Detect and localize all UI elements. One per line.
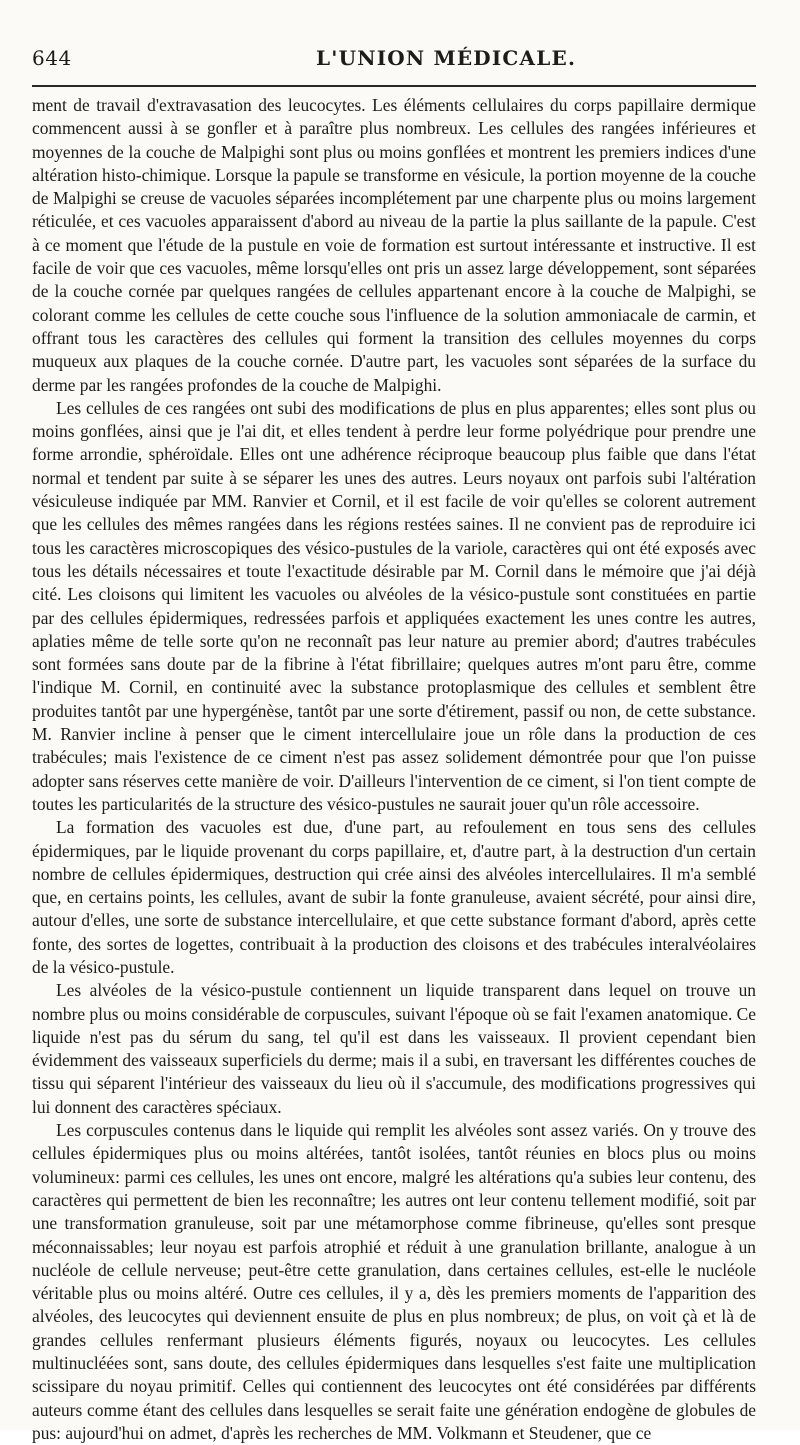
paragraph-5: Les corpuscules contenus dans le liquide qui remplit les alvéoles sont assez variés. On y trouve des cellules épidermiques plus ou moins altérées, tantôt isolées, tantôt réunies en blocs plus ou moins volumineux: parmi ces cellules, les unes ont encore, malgré les altérations qu'a subies leur contenu, des caractères qui permettent de bien les reconnaître; les autres ont leur contenu tellement modifié, soit par une transformation granuleuse, soit par une métamorphose comme fibrineuse, qu'elles sont presque méconnaissables; leur noyau est parfois atrophié et réduit à une granulation brillante, analogue à un nucléole de cellule nerveuse; peut-être cette granulation, dans certaines cellules, est-elle le nucléole véritable plus ou moins altéré. Outre ces cellules, il y a, dès les premiers moments de l'apparition des alvéoles, des leucocytes qui deviennent ensuite de plus en plus nombreux; de plus, on voit çà et là de grandes cellules renfermant plusieurs éléments figurés, noyaux ou leucocytes. Les cellules multinucléées sont, sans doute, des cellules épidermiques dans lesquelles s'est faite une multiplication scissipare du noyau primitif. Celles qui contiennent des leucocytes ont été considérées par différents auteurs comme étant des cellules dans lesquelles se serait faite une génération endogène de globules de pus: aujourd'hui on admet, d'après les recherches de MM. Volkmann et Steudener, que ce bbox=[32, 1120, 756, 1443]
paragraph-1: ment de travail d'extravasation des leucocytes. Les éléments cellulaires du corps papillaire dermique commencent aussi à se gonfler et à paraître plus nombreux. Les cellules des rangées inférieures et moyennes de la couche de Malpighi sont plus ou moins gonflées et montrent les premiers indices d'une altération histo-chimique. Lorsque la papule se transforme en vésicule, la portion moyenne de la couche de Malpighi se creuse de vacuoles séparées incomplétement par une charpente plus ou moins largement réticulée, et ces vacuoles apparaissent d'abord au niveau de la partie la plus saillante de la papule. C'est à ce moment que l'étude de la pustule en voie de formation est surtout intéressante et instructive. Il est facile de voir que ces vacuoles, même lorsqu'elles ont pris un assez large développement, sont séparées de la couche cornée par quelques rangées de cellules appartenant encore à la couche de Malpighi, se colorant comme les cellules de cette couche sous l'influence de la solution ammoniacale de carmin, et offrant tous les caractères des cellules qui forment la transition des cellules moyennes du corps muqueux aux plaques de la couche cornée. D'autre part, les vacuoles sont séparées de la surface du derme par les rangées profondes de la couche de Malpighi. bbox=[32, 95, 756, 395]
paragraph-2: Les cellules de ces rangées ont subi des modifications de plus en plus apparentes; elles sont plus ou moins gonflées, ainsi que je l'ai dit, et elles tendent à perdre leur forme polyédrique pour prendre une forme arrondie, sphéroïdale. Elles ont une adhérence réciproque beaucoup plus faible que dans l'état normal et tendent par suite à se séparer les unes des autres. Leurs noyaux ont parfois subi l'altération vésiculeuse indiquée par MM. Ranvier et Cornil, et il est facile de voir qu'elles se colorent autrement que les cellules des mêmes rangées dans les régions restées saines. Il ne convient pas de reproduire ici tous les caractères microscopiques des vésico-pustules de la variole, caractères qui ont été exposés avec tous les détails nécessaires et toute l'exactitude désirable par M. Cornil dans le mémoire que j'ai déjà cité. Les cloisons qui limitent les vacuoles ou alvéoles de la vésico-pustule sont constituées en partie par des cellules épidermiques, redressées parfois et appliquées exactement les unes contre les autres, aplaties même de telle sorte qu'on ne reconnaît pas leur nature au premier abord; d'autres trabécules sont formées sans doute par de la fibrine à l'état fibrillaire; quelques autres m'ont paru être, comme l'indique M. Cornil, en continuité avec la substance protoplasmique des cellules et semblent être produites tantôt par une hypergénèse, tantôt par une sorte d'étirement, passif ou non, de cette substance. M. Ranvier incline à penser que le ciment intercellulaire joue un rôle dans la production de ces trabécules; mais l'existence de ce ciment n'est pas assez solidement démontrée pour que l'on puisse adopter sans réserves cette manière de voir. D'ailleurs l'intervention de ce ciment, si l'on tient compte de toutes les particularités de la structure des vésico-pustules ne saurait jouer qu'un rôle accessoire. bbox=[32, 397, 756, 814]
article-body bbox=[32, 94, 756, 1445]
paragraph-4: Les alvéoles de la vésico-pustule contiennent un liquide transparent dans lequel on trouve un nombre plus ou moins considérable de corpuscules, suivant l'époque où se fait l'examen anatomique. Ce liquide n'est pas du sérum du sang, tel qu'il est dans les vaisseaux. Il provient cependant bien évidemment des vaisseaux superficiels du derme; mais il a subi, en traversant les différentes couches de tissu qui séparent l'intérieur des vaisseaux du lieu où il s'accumule, des modifications progressives qui lui donnent des caractères spéciaux. bbox=[32, 980, 756, 1117]
page-header bbox=[32, 44, 762, 74]
running-title: L'UNION MÉDICALE. bbox=[316, 46, 577, 70]
paragraph-3: La formation des vacuoles est due, d'une part, au refoulement en tous sens des cellules épidermiques, par le liquide provenant du corps papillaire, et, d'autre part, à la destruction d'un certain nombre de cellules épidermiques, destruction qui crée ainsi des alvéoles intercellulaires. Il m'a semblé que, en certains points, les cellules, avant de subir la fonte granuleuse, avaient sécrété, pour ainsi dire, autour d'elles, une sorte de substance intercellulaire, et que cette substance formant d'abord, après cette fonte, des sortes de logettes, contribuait à la production des cloisons et des trabécules interalvéolaires de la vésico-pustule. bbox=[32, 817, 756, 977]
header-rule bbox=[32, 85, 756, 87]
page-number: 644 bbox=[32, 46, 72, 70]
